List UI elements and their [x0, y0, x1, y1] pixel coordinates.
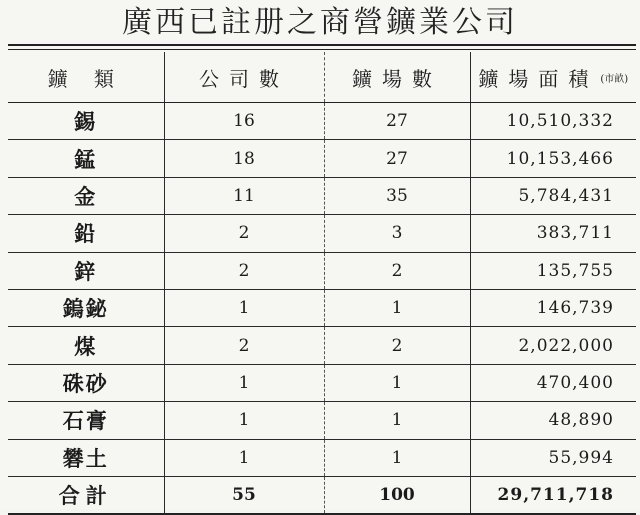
mineral-cell: 錳: [8, 140, 164, 177]
area-cell: 10,153,466: [470, 140, 636, 177]
total-mines: 100: [324, 476, 470, 514]
title-rule-thin: [8, 49, 636, 50]
mines-cell: 1: [324, 439, 470, 476]
mineral-cell: 金: [8, 177, 164, 214]
table-row: [8, 140, 636, 177]
area-cell: 383,711: [470, 215, 636, 252]
companies-cell: 2: [164, 327, 324, 364]
title-rule-thick: [8, 44, 636, 46]
mines-cell: 1: [324, 364, 470, 401]
mines-cell: 1: [324, 289, 470, 326]
table-row: [8, 439, 636, 476]
area-cell: 55,994: [470, 439, 636, 476]
mines-cell: 3: [324, 215, 470, 252]
table-row: [8, 402, 636, 439]
mines-cell: 27: [324, 140, 470, 177]
mineral-cell: 鋅: [8, 252, 164, 289]
header-area-unit: (市畝): [600, 73, 629, 85]
total-companies: 55: [164, 476, 324, 514]
mines-cell: 35: [324, 177, 470, 214]
mineral-cell: 石膏: [8, 402, 164, 439]
header-area-label: 鑛場面積: [478, 66, 599, 91]
mining-companies-table: [8, 52, 636, 515]
header-companies: 公司數: [164, 52, 324, 103]
mineral-cell: 鎢鉍: [8, 289, 164, 326]
area-cell: 5,784,431: [470, 177, 636, 214]
companies-cell: 2: [164, 215, 324, 252]
table-row: [8, 327, 636, 364]
mineral-cell: 煤: [8, 327, 164, 364]
total-label: 合計: [8, 476, 164, 514]
companies-cell: 18: [164, 140, 324, 177]
mines-cell: 1: [324, 402, 470, 439]
table-row: [8, 215, 636, 252]
table-row: [8, 252, 636, 289]
mineral-cell: 錫: [8, 103, 164, 140]
mines-cell: 2: [324, 327, 470, 364]
area-cell: 470,400: [470, 364, 636, 401]
header-mineral: 鑛 類: [8, 52, 164, 103]
table-row: [8, 364, 636, 401]
mines-cell: 2: [324, 252, 470, 289]
mines-cell: 27: [324, 103, 470, 140]
table-row: [8, 103, 636, 140]
header-mines: 鑛場數: [324, 52, 470, 103]
mineral-cell: 礬土: [8, 439, 164, 476]
companies-cell: 1: [164, 364, 324, 401]
area-cell: 2,022,000: [470, 327, 636, 364]
total-area: 29,711,718: [470, 476, 636, 514]
area-cell: 146,739: [470, 289, 636, 326]
page-title: 廣西已註册之商營鑛業公司: [122, 5, 518, 40]
companies-cell: 11: [164, 177, 324, 214]
companies-cell: 1: [164, 289, 324, 326]
mineral-cell: 鉛: [8, 215, 164, 252]
companies-cell: 1: [164, 439, 324, 476]
companies-cell: 16: [164, 103, 324, 140]
companies-cell: 1: [164, 402, 324, 439]
area-cell: 48,890: [470, 402, 636, 439]
companies-cell: 2: [164, 252, 324, 289]
header-area: [470, 52, 636, 103]
mineral-cell: 硃砂: [8, 364, 164, 401]
header-row: [8, 52, 636, 103]
table-row: [8, 289, 636, 326]
area-cell: 135,755: [470, 252, 636, 289]
area-cell: 10,510,332: [470, 103, 636, 140]
table-row: [8, 177, 636, 214]
